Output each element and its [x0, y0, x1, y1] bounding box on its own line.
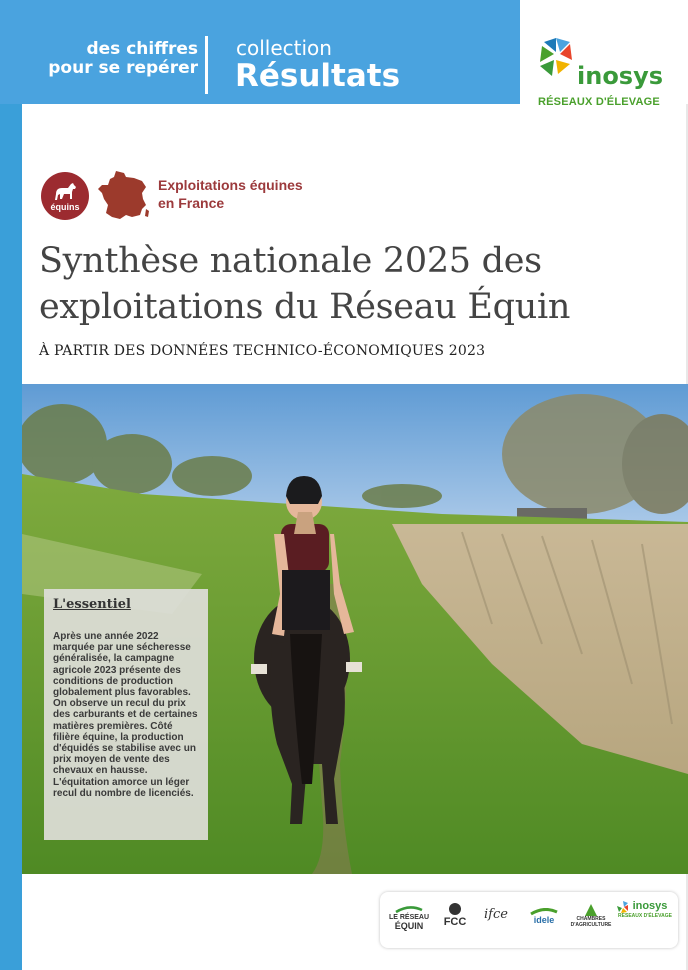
collection-name: Résultats	[235, 58, 401, 94]
partner-chambres	[570, 904, 612, 928]
header-tagline	[30, 40, 198, 78]
tagline-line1: des chiffres	[86, 39, 198, 59]
header-divider	[205, 36, 208, 94]
partner-idele	[522, 908, 566, 924]
ifce-label: ifce	[484, 907, 508, 922]
fcc-emblem-icon	[448, 902, 462, 916]
title-line1: Synthèse nationale 2025 des	[39, 241, 542, 281]
brand-name: inosys	[577, 62, 664, 90]
partner-inosys	[616, 900, 674, 919]
inosys-small-icon	[616, 900, 630, 914]
reseau-equin-line2: ÉQUIN	[394, 921, 424, 931]
category-label	[158, 176, 303, 212]
partner-ifce	[476, 908, 516, 922]
partner-fcc	[438, 902, 472, 928]
page-subtitle: À PARTIR DES DONNÉES TECHNICO-ÉCONOMIQUES 2023	[39, 343, 486, 359]
chambres-icon	[585, 904, 597, 916]
header-band	[0, 0, 520, 104]
category-line1: Exploitations équines	[158, 177, 303, 193]
brand-subtitle: RÉSEAUX D'ÉLEVAGE	[538, 96, 660, 108]
inosys-sub-label: RÉSEAUX D'ÉLEVAGE	[618, 913, 672, 919]
title-line2: exploitations du Réseau Équin	[39, 287, 571, 327]
equins-badge	[41, 172, 89, 220]
left-accent-bar	[0, 0, 22, 970]
inosys-label: inosys	[632, 900, 668, 912]
essentiel-box	[44, 589, 208, 840]
idele-label: idele	[533, 915, 555, 925]
partner-logos	[380, 892, 678, 948]
reseau-equin-line1: LE RÉSEAU	[388, 914, 430, 921]
equins-label: équins	[50, 202, 80, 212]
partner-reseau-equin	[388, 906, 430, 930]
brand-logo	[520, 0, 688, 108]
chambres-label: CHAMBRES D'AGRICULTURE	[570, 916, 612, 928]
essentiel-body: Après une année 2022 marquée par une sécheresse généralisée, la campagne agricole 2023 présente des conditions de production globalement plus favorables. On observe un recul du prix des carburants et de certaines matières premières. Côté filière équine, la production d'équidés se stabilise avec un prix moyen de vente des chevaux en hausse. L'équitation amorce un léger recul du nombre de licenciés.	[53, 631, 198, 799]
inosys-pinwheel-icon	[536, 34, 576, 80]
horse-icon	[52, 180, 78, 202]
category-line2: en France	[158, 195, 225, 211]
collection-label: collection	[236, 36, 332, 60]
essentiel-heading: L'essentiel	[53, 597, 131, 612]
reseau-equin-swoosh-icon	[394, 906, 424, 914]
page-title	[39, 238, 679, 330]
tagline-line2: pour se repérer	[48, 58, 198, 78]
france-map-icon	[96, 169, 150, 221]
fcc-label: FCC	[443, 916, 467, 928]
